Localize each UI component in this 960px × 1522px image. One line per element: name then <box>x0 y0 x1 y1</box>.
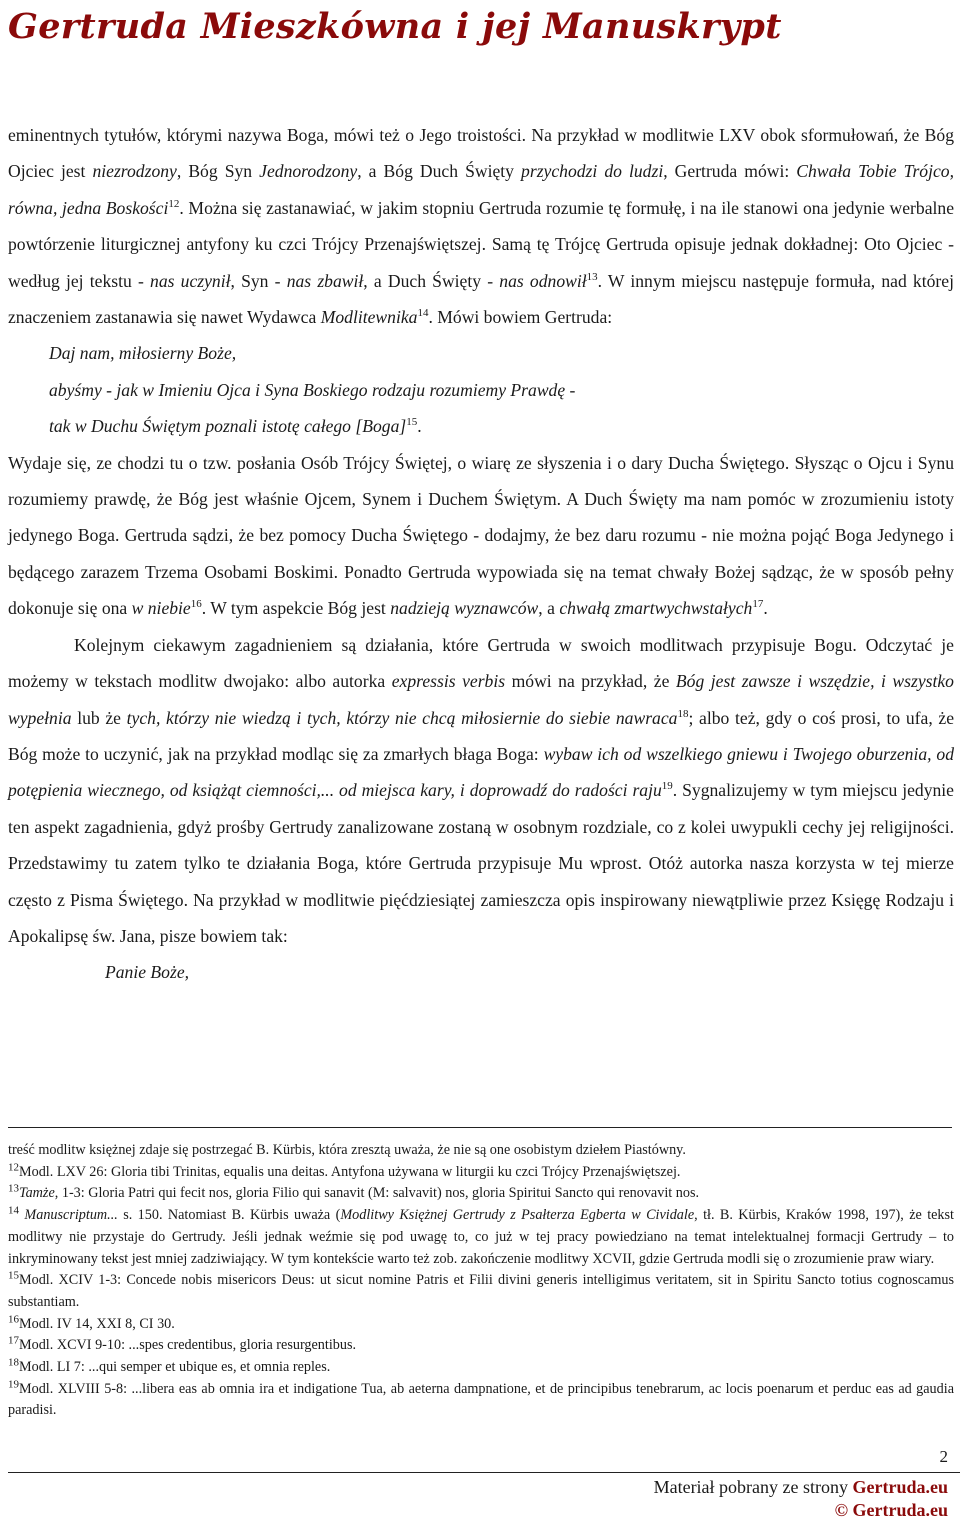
footer-source-line: Materiał pobrany ze strony Gertruda.eu <box>653 1477 948 1497</box>
paragraph-2: Wydaje się, ze chodzi tu o tzw. posłania Osób Trójcy Świętej, o wiarę ze słyszenia i o dary Ducha Świętego. Słysząc o Ojcu i Synu rozumiemy prawdę, że Bóg jest właśnie Ojcem, Synem i Duchem Świętym. A Duch Święty ma nam pomóc w zrozumieniu istoty jedynego Boga. Gertruda sądzi, że bez pomocy Ducha Świętego - dodajmy, że bez daru rozumu - nie można pojąć Boga Jedynego i będącego zarazem Trzema Osobami Boskimi. Ponadto Gertruda wypowiada się na temat chwały Bożej sądząc, że w sposób pełny dokonuje się ona w niebie$^{16}$. W tym aspekcie Bóg jest nadzieją wyznawców, a chwałą zmartwychwstałych$^{17}$. <box>8 452 954 619</box>
footnote-ref-16[interactable]: 16 <box>190 598 202 611</box>
footnote-ref-13[interactable]: 13 <box>586 270 598 283</box>
page-footer <box>654 1476 948 1522</box>
footnote-ref-14[interactable]: 14 <box>417 307 429 320</box>
paragraph-3: Kolejnym ciekawym zagadnieniem są działania, które Gertruda w swoich modlitwach przypisuje Bogu. Odczytać je możemy w tekstach modlitw dwojako: albo autorka expressis verbis mówi na przykład, że Bóg jest zawsze i wszędzie, i wszystko wypełnia lub że tych, którzy nie wiedzą i tych, którzy nie chcą miłosiernie do siebie nawraca$^{18}$; albo też, gdy o coś prosi, to ufa, że Bóg może to uczynić, jak na przykład modląc się za zmarłych błaga Boga: wybaw ich od wszelkiego gniewu i Twojego oburzenia, od potępienia wiecznego, od książąt ciemności,... od miejsca kary, i doprowadź do radości raju$^{19}$. Sygnalizujemy w tym miejscu jedynie ten aspekt zagadnienia, gdyż prośby Gertrudy zanalizowane zostaną w osobnym rozdziale, co z kolei uwypukli cechy jej religijności. Przedstawimy tu zatem tylko te działania Boga, które Gertruda przypisuje Mu wprost. Otóż autorka nasza korzysta w tej mierze często z Pisma Świętego. Na przykład w modlitwie pięćdziesiątej zamieszcza opis inspirowany niewątpliwie przez Księgę Rodzaju i Apokalipsę św. Jana, pisze bowiem tak: <box>8 634 955 946</box>
footnote-18: $^{18}$Modl. LI 7: ...qui semper et ubique es, et omnia reples. <box>8 1356 331 1376</box>
footnote-ref-18[interactable]: 18 <box>677 707 689 720</box>
footnote-separator <box>8 1127 952 1128</box>
footnote-19: $^{19}$Modl. XLVIII 5-8: ...libera eas ab omnia ira et indigatione Tua, ab aeterna dampnatione, et de principibus tenebrarum, ac locis poenarum et perduc eas ad gaudia paradisi. <box>8 1378 954 1419</box>
footnote-12: $^{12}$Modl. LXV 26: Gloria tibi Trinitas, equalis una deitas. Antyfona używana w liturgii ku czci Trójcy Przenajświętszej. <box>8 1160 681 1180</box>
footnote-continuation: treść modlitw księżnej zdaje się postrzegać B. Kürbis, która zresztą uważa, że nie są one osobistym dziełem Piastówny. <box>8 1142 686 1158</box>
main-text <box>8 117 954 991</box>
footer-copyright: © Gertruda.eu <box>834 1500 948 1520</box>
footnote-ref-12[interactable]: 12 <box>168 197 180 210</box>
footnote-16: $^{16}$Modl. IV 14, XXI 8, CI 30. <box>8 1312 175 1332</box>
verse-line-2: abyśmy - jak w Imieniu Ojca i Syna Boskiego rodzaju rozumiemy Prawdę - <box>49 379 576 400</box>
footnote-15: $^{15}$Modl. XCIV 1-3: Concede nobis misericors Deus: ut sicut nomine Patris et Filii divini generis intelligimus veritatem, sit in Spiritu Sancto totius cognoscamus substantiam. <box>8 1269 954 1310</box>
footnote-13: $^{13}$Tamże, 1-3: Gloria Patri qui fecit nos, gloria Filio qui sanavit (M: salvavit) nos, gloria Spiritui Sancto qui renovavit nos. <box>8 1182 700 1202</box>
verse-line-panie: Panie Boże, <box>105 962 190 983</box>
paragraph-1: eminentnych tytułów, którymi nazywa Boga, mówi też o Jego troistości. Na przykład w modlitwie LXV obok sformułowań, że Bóg Ojciec jest niezrodzony, Bóg Syn Jednorodzony, a Bóg Duch Święty przychodzi do ludzi, Gertruda mówi: Chwała Tobie Trójco, równa, jedna Boskości$^{12}$. Można się zastanawiać, w jakim stopniu Gertruda rozumie tę formułę, i na ile stanowi ona jedynie werbalne powtórzenie liturgicznej antyfony ku czci Trójcy Przenajświętszej. Samą tę Trójcę Gertruda opisuje jednak dokładnej: Oto Ojciec - według jej tekstu - nas uczynił, Syn - nas zbawił, a Duch Święty - nas odnowił$^{13}$. W innym miejscu następuje formuła, nad której znaczeniem zastanawia się nawet Wydawca Modlitewnika$^{14}$. Mówi bowiem Gertruda: <box>8 125 955 328</box>
verse-line-3: tak w Duchu Świętym poznali istotę całego [Boga]$^{15}$. <box>49 416 422 437</box>
footer-separator <box>8 1472 960 1473</box>
footnote-14: $^{14}$ Manuscriptum... s. 150. Natomiast B. Kürbis uważa (Modlitwy Księżnej Gertrudy z Psałterza Egberta w Cividale, tł. B. Kürbis, Kraków 1998, 197), że tekst modlitwy nie przystaje do Gertrudy. Jeśli jednak weźmie się pod uwagę to, co już w tej pracy powiedziano na temat intelektualnej formacji Gertrudy – to inkryminowany tekst jest mniej zadziwiający. W tym kontekście warto też zob. zakończenie modlitwy XCVII, gdzie Gertruda modli się o zrozumienie praw wiary. <box>8 1204 954 1267</box>
page-header-title: Gertruda Mieszkówna i jej Manuskrypt <box>8 6 782 47</box>
footnote-ref-19[interactable]: 19 <box>661 780 673 793</box>
footer-brand-link[interactable]: Gertruda.eu <box>852 1477 948 1497</box>
footnote-ref-15[interactable]: 15 <box>406 416 418 429</box>
footnotes <box>8 1140 954 1422</box>
footnote-17: $^{17}$Modl. XCVI 9-10: ...spes credentibus, gloria resurgentibus. <box>8 1334 357 1354</box>
verse-line-1: Daj nam, miłosierny Boże, <box>49 343 237 364</box>
footnote-ref-17[interactable]: 17 <box>752 598 764 611</box>
page-number: 2 <box>939 1447 948 1466</box>
